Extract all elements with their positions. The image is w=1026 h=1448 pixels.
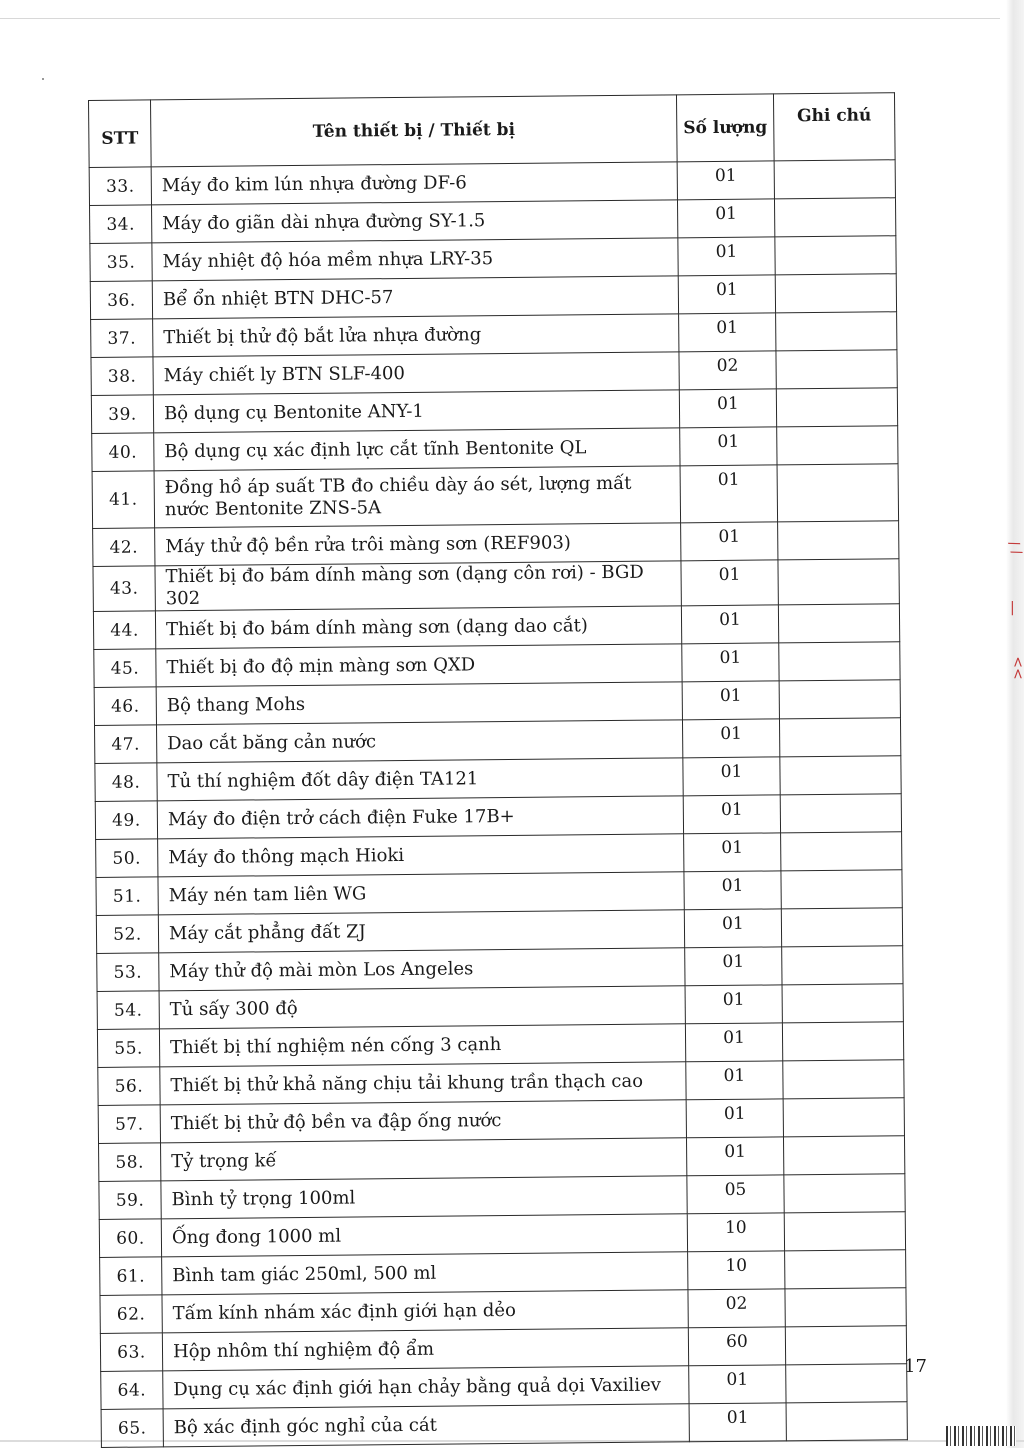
row-quantity: 02 [688, 1289, 785, 1328]
row-equipment-name: Máy đo thông mạch Hioki [158, 834, 684, 877]
row-equipment-name: Máy nhiệt độ hóa mềm nhựa LRY-35 [152, 238, 678, 281]
row-stt: 36. [90, 281, 152, 320]
row-stt: 65. [101, 1409, 163, 1448]
row-stt: 50. [96, 839, 158, 878]
row-note [781, 870, 902, 909]
row-note [785, 1250, 906, 1289]
row-note [775, 274, 896, 313]
row-equipment-name: Máy chiết ly BTN SLF-400 [153, 352, 679, 395]
row-stt: 61. [100, 1257, 162, 1296]
table-header-row [89, 93, 896, 168]
row-stt: 47. [95, 725, 157, 764]
row-equipment-name: Thiết bị thử độ bắt lửa nhựa đường [153, 314, 679, 357]
row-equipment-name: Máy thử độ bền rửa trôi màng sơn (REF903) [155, 523, 681, 566]
row-quantity: 01 [684, 871, 781, 910]
row-quantity: 60 [688, 1327, 785, 1366]
row-stt: 51. [96, 877, 158, 916]
row-note [782, 1022, 903, 1061]
row-equipment-name: Thiết bị đo bám dính màng sơn (dạng côn rơi) - BGD 302 [155, 561, 681, 611]
row-stt: 57. [98, 1105, 160, 1144]
row-note [784, 1212, 905, 1251]
row-stt: 38. [91, 357, 153, 396]
row-quantity: 01 [685, 947, 782, 986]
row-equipment-name: Dao cắt băng cản nước [157, 720, 683, 763]
row-stt: 62. [100, 1295, 162, 1334]
row-note [776, 350, 897, 389]
row-note [786, 1364, 907, 1403]
row-quantity: 01 [685, 985, 782, 1024]
row-stt: 42. [93, 528, 155, 567]
row-quantity: 01 [686, 1061, 783, 1100]
row-note [784, 1174, 905, 1213]
row-quantity: 10 [687, 1213, 784, 1252]
row-note [783, 1060, 904, 1099]
row-equipment-name: Tủ sấy 300 độ [159, 986, 685, 1029]
row-quantity: 01 [682, 643, 779, 682]
row-stt: 35. [90, 243, 152, 282]
scan-edge-top [0, 18, 1000, 19]
row-stt: 58. [99, 1143, 161, 1182]
row-equipment-name: Tủ thí nghiệm đốt dây điện TA121 [157, 758, 683, 801]
row-equipment-name: Bể ổn nhiệt BTN DHC-57 [152, 276, 678, 319]
row-note [777, 426, 898, 465]
equipment-table [88, 92, 908, 1448]
row-equipment-name: Tỷ trọng kế [161, 1138, 687, 1181]
row-note [779, 718, 900, 757]
row-stt: 64. [101, 1371, 163, 1410]
row-quantity: 01 [680, 427, 777, 466]
row-equipment-name: Dụng cụ xác định giới hạn chảy bằng quả dọi Vaxiliev [163, 1366, 689, 1409]
row-quantity: 01 [681, 560, 778, 606]
row-quantity: 01 [686, 1099, 783, 1138]
page-number: 17 [904, 1356, 927, 1377]
red-stamp-mark: | [1010, 600, 1015, 616]
row-note [777, 464, 899, 522]
row-note [782, 946, 903, 985]
row-stt: 59. [99, 1181, 161, 1220]
row-quantity: 01 [681, 522, 778, 561]
row-note [783, 1136, 904, 1175]
scan-barcode-strip [946, 1426, 1016, 1446]
table-body [89, 160, 907, 1448]
row-note [781, 908, 902, 947]
row-stt: 45. [94, 649, 156, 688]
row-stt: 52. [96, 915, 158, 954]
row-quantity: 10 [688, 1251, 785, 1290]
row-quantity: 01 [680, 465, 778, 523]
row-quantity: 01 [679, 313, 776, 352]
row-note [783, 1098, 904, 1137]
row-equipment-name: Máy đo giãn dài nhựa đường SY-1.5 [152, 200, 678, 243]
row-note [780, 794, 901, 833]
row-note [781, 832, 902, 871]
row-equipment-name: Bộ thang Mohs [156, 682, 682, 725]
red-stamp-mark: / / [1005, 539, 1025, 557]
row-equipment-name: Thiết bị thí nghiệm nén cống 3 cạnh [159, 1024, 685, 1067]
table-row [93, 559, 899, 612]
table-row [101, 1402, 907, 1448]
row-equipment-name: Bộ dụng cụ Bentonite ANY-1 [153, 390, 679, 433]
row-quantity: 01 [689, 1403, 786, 1442]
row-equipment-name: Máy thử độ mài mòn Los Angeles [159, 948, 685, 991]
row-quantity: 01 [684, 833, 781, 872]
row-note [776, 312, 897, 351]
header-quantity: Số lượng [676, 94, 774, 162]
row-quantity: 01 [686, 1137, 783, 1176]
row-stt: 56. [98, 1067, 160, 1106]
row-quantity: 01 [678, 275, 775, 314]
row-equipment-name: Đồng hồ áp suất TB đo chiều dày áo sét, lượng mất nước Bentonite ZNS-5A [154, 466, 681, 528]
row-stt: 40. [92, 433, 154, 472]
row-equipment-name: Bình tam giác 250ml, 500 ml [162, 1252, 688, 1295]
row-quantity: 01 [685, 1023, 782, 1062]
row-quantity: 01 [683, 757, 780, 796]
row-note [778, 521, 899, 560]
row-stt: 55. [97, 1029, 159, 1068]
row-note [778, 604, 899, 643]
row-equipment-name: Thiết bị thử độ bền va đập ống nước [160, 1100, 686, 1143]
row-stt: 48. [95, 763, 157, 802]
row-equipment-name: Bình tỷ trọng 100ml [161, 1176, 687, 1219]
row-stt: 49. [95, 801, 157, 840]
row-note [785, 1326, 906, 1365]
row-note [774, 198, 895, 237]
row-equipment-name: Máy đo điện trở cách điện Fuke 17B+ [157, 796, 683, 839]
equipment-table-wrapper [88, 92, 908, 1448]
row-quantity: 01 [679, 389, 776, 428]
header-equipment-name: Tên thiết bị / Thiết bị [151, 95, 678, 167]
row-equipment-name: Máy nén tam liên WG [158, 872, 684, 915]
row-note [778, 559, 899, 605]
scan-edge-right [1006, 0, 1024, 1448]
row-note [786, 1402, 907, 1441]
row-equipment-name: Tấm kính nhám xác định giới hạn dẻo [162, 1290, 688, 1333]
row-quantity: 01 [677, 161, 774, 200]
row-stt: 46. [94, 687, 156, 726]
row-note [779, 680, 900, 719]
row-stt: 44. [93, 611, 155, 650]
scan-speck [42, 78, 44, 80]
row-stt: 43. [93, 566, 155, 612]
header-stt: STT [89, 100, 152, 168]
row-stt: 54. [97, 991, 159, 1030]
row-quantity: 01 [681, 605, 778, 644]
row-quantity: 05 [687, 1175, 784, 1214]
row-stt: 34. [90, 205, 152, 244]
row-quantity: 02 [679, 351, 776, 390]
row-equipment-name: Thiết bị thử khả năng chịu tải khung trần thạch cao [160, 1062, 686, 1105]
row-note [785, 1288, 906, 1327]
red-stamp-mark: << [1009, 656, 1026, 680]
row-stt: 33. [89, 167, 151, 206]
row-equipment-name: Ống đong 1000 ml [161, 1214, 687, 1257]
row-equipment-name: Hộp nhôm thí nghiệm độ ẩm [162, 1328, 688, 1371]
row-quantity: 01 [682, 719, 779, 758]
row-stt: 60. [99, 1219, 161, 1258]
row-quantity: 01 [689, 1365, 786, 1404]
row-quantity: 01 [682, 681, 779, 720]
row-equipment-name: Máy đo kim lún nhựa đường DF-6 [151, 162, 677, 205]
row-note [775, 236, 896, 275]
row-note [780, 756, 901, 795]
row-quantity: 01 [677, 199, 774, 238]
row-stt: 53. [97, 953, 159, 992]
row-stt: 37. [91, 319, 153, 358]
header-note: Ghi chú [773, 93, 895, 161]
row-equipment-name: Thiết bị đo bám dính màng sơn (dạng dao cắt) [155, 606, 681, 649]
row-quantity: 01 [683, 795, 780, 834]
row-note [779, 642, 900, 681]
row-equipment-name: Thiết bị đo độ mịn màng sơn QXD [156, 644, 682, 687]
row-note [774, 160, 895, 199]
table-row [92, 464, 899, 529]
row-note [776, 388, 897, 427]
row-stt: 39. [91, 395, 153, 434]
row-equipment-name: Bộ dụng cụ xác định lực cắt tĩnh Bentonite QL [154, 428, 680, 471]
row-stt: 63. [100, 1333, 162, 1372]
row-stt: 41. [92, 471, 155, 529]
row-quantity: 01 [678, 237, 775, 276]
row-equipment-name: Máy cắt phẳng đất ZJ [158, 910, 684, 953]
row-equipment-name: Bộ xác định góc nghỉ của cát [163, 1404, 689, 1447]
row-quantity: 01 [684, 909, 781, 948]
row-note [782, 984, 903, 1023]
